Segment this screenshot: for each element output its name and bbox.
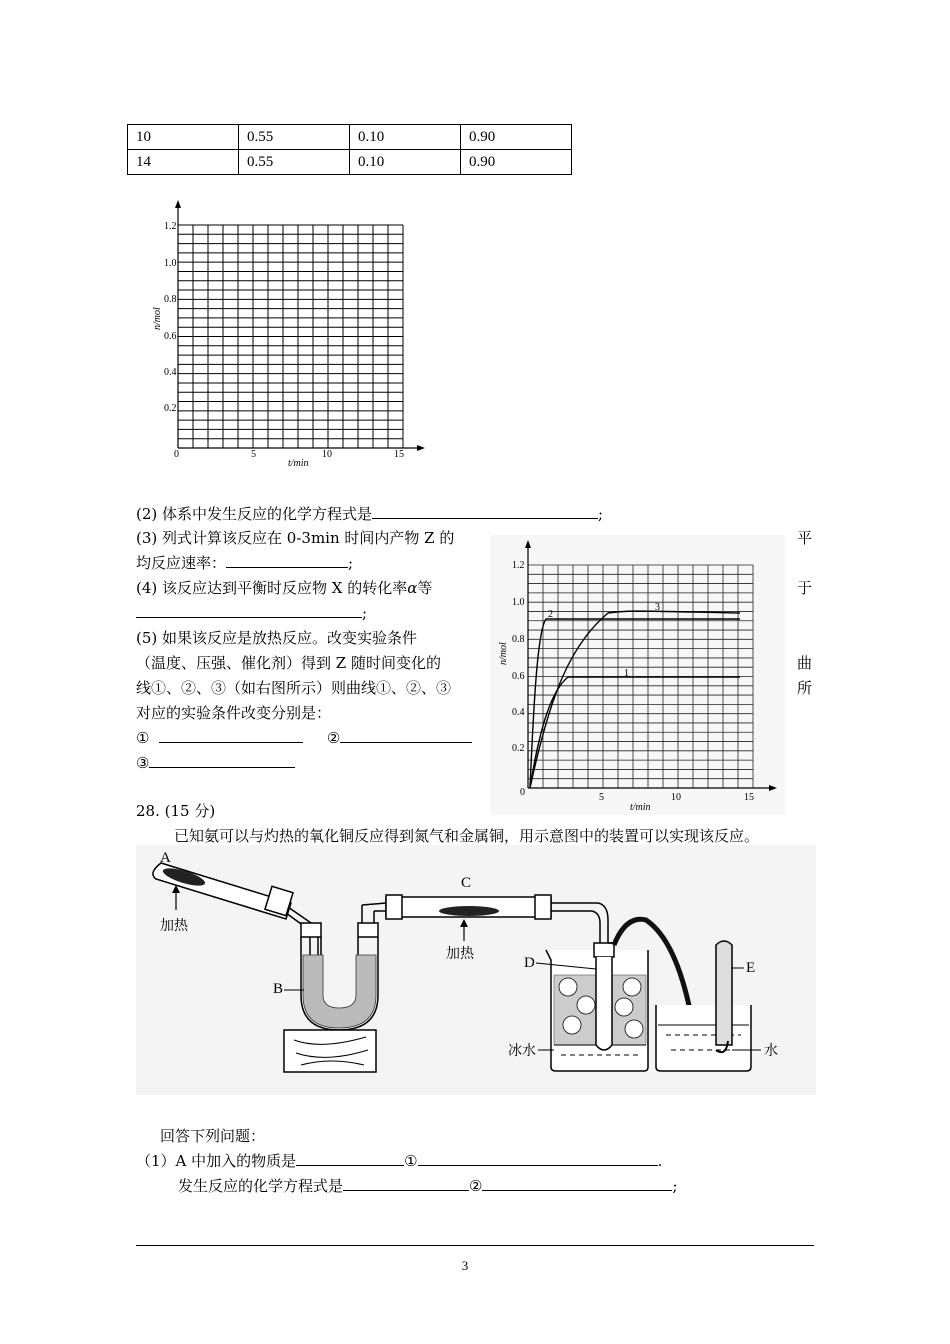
data-table — [127, 124, 572, 175]
curve-label: 1 — [624, 668, 629, 679]
y-axis-label: n/mol — [152, 307, 163, 330]
question-3-line2: 均反应速率： ; — [136, 554, 354, 572]
y-tick-label: 0.2 — [512, 743, 525, 754]
table-row — [128, 125, 572, 150]
question-5-line4: 对应的实验条件改变分别是： — [136, 704, 332, 722]
y-tick-label: 0.2 — [164, 403, 177, 414]
table-row — [128, 150, 572, 175]
label-b: B — [273, 981, 284, 997]
question-5-answers: ① ② — [136, 727, 472, 749]
x-tick-label: 15 — [744, 792, 754, 803]
curve-label: 2 — [548, 609, 553, 620]
curve-label: 3 — [655, 602, 660, 613]
y-tick-label: 0.8 — [512, 634, 525, 645]
question-5-line1: (5) 如果该反应是放热反应。改变实验条件 — [136, 629, 418, 647]
answer-blank[interactable] — [343, 1176, 469, 1191]
table-cell: 0.55 — [239, 150, 350, 175]
question-2: (2) 体系中发生反应的化学方程式是 ; — [136, 505, 604, 523]
question-5-line2: （温度、压强、催化剂）得到 Z 随时间变化的 — [136, 654, 441, 672]
answer-blank[interactable] — [136, 603, 362, 618]
page-number: 3 — [461, 1258, 469, 1273]
answer-blank[interactable] — [296, 1151, 404, 1166]
y-tick-label: 0.6 — [164, 331, 177, 342]
answer-blank[interactable] — [418, 1151, 658, 1166]
x-tick-label: 10 — [322, 449, 332, 460]
y-tick-label: 0.4 — [512, 707, 525, 718]
answer-blank[interactable] — [226, 553, 348, 568]
label-water: 水 — [764, 1044, 778, 1059]
wrap-char: 平 — [797, 529, 813, 547]
table-cell: 14 — [128, 150, 239, 175]
part-1-line1: （1）A 中加入的物质是 ① . — [136, 1152, 663, 1170]
label-e: E — [746, 960, 756, 976]
y-axis-label: n/mol — [498, 642, 509, 665]
label-d: D — [524, 955, 535, 971]
y-tick-label: 1.2 — [512, 560, 525, 571]
curve-graph — [490, 535, 785, 815]
footer-rule — [136, 1245, 814, 1246]
answer-blank[interactable] — [159, 728, 303, 743]
answer-blank[interactable] — [340, 728, 472, 743]
apparatus-diagram — [136, 845, 816, 1095]
table-cell: 0.90 — [461, 150, 572, 175]
label-a: A — [160, 850, 171, 866]
table-cell: 0.10 — [350, 125, 461, 150]
answer-blank[interactable] — [149, 753, 295, 768]
x-axis-label: t/min — [630, 802, 651, 813]
label-c: C — [461, 875, 472, 891]
label-heat-1: 加热 — [160, 919, 188, 934]
wrap-char: 于 — [797, 579, 813, 597]
beaker-d — [546, 943, 648, 1071]
y-tick-label: 1.2 — [164, 221, 177, 232]
wrap-char: 曲 — [797, 654, 813, 672]
question-3-line1: (3) 列式计算该反应在 0-3min 时间内产物 Z 的 — [136, 529, 455, 547]
x-tick-label: 5 — [599, 792, 604, 803]
answer-blank[interactable] — [482, 1176, 672, 1191]
answer-intro: 回答下列问题： — [160, 1127, 266, 1145]
wrap-char: 所 — [797, 679, 813, 697]
question-28-title: 28. (15 分) — [136, 802, 216, 820]
question-28-intro: 已知氨可以与灼热的氧化铜反应得到氮气和金属铜，用示意图中的装置可以实现该反应。 — [174, 827, 760, 845]
question-4-line1: (4) 该反应达到平衡时反应物 X 的转化率α等 — [136, 579, 433, 597]
y-tick-label: 0.6 — [512, 671, 525, 682]
x-tick-label: 5 — [251, 449, 256, 460]
question-5-answers-2: ③ — [136, 752, 295, 774]
combustion-tube-c — [386, 895, 551, 919]
empty-grid-graph — [140, 195, 430, 480]
x-tick-label: 10 — [671, 792, 681, 803]
y-tick-label: 1.0 — [512, 597, 525, 608]
y-tick-label: 0.8 — [164, 294, 177, 305]
table-cell: 0.55 — [239, 125, 350, 150]
x-axis-label: t/min — [288, 458, 309, 469]
x-tick-label: 0 — [520, 787, 525, 798]
answer-blank[interactable] — [372, 504, 598, 519]
x-tick-label: 15 — [394, 449, 404, 460]
y-tick-label: 1.0 — [164, 258, 177, 269]
table-cell: 10 — [128, 125, 239, 150]
question-4-line2: ; — [136, 602, 367, 624]
table-cell: 0.90 — [461, 125, 572, 150]
question-5-line3: 线①、②、③（如右图所示）则曲线①、②、③ — [136, 679, 452, 697]
label-ice-water: 冰水 — [508, 1044, 536, 1059]
y-tick-label: 0.4 — [164, 367, 177, 378]
label-heat-2: 加热 — [446, 947, 474, 962]
x-tick-label: 0 — [174, 449, 179, 460]
table-cell: 0.10 — [350, 150, 461, 175]
part-1-line2: 发生反应的化学方程式是 ② ; — [178, 1177, 678, 1195]
